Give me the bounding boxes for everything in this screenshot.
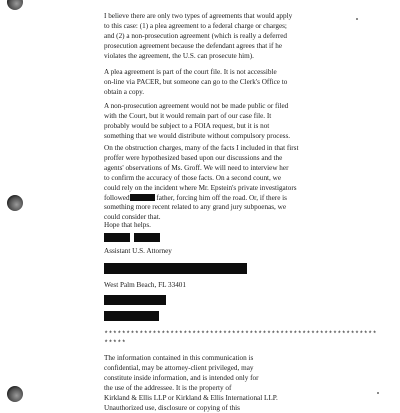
text-line: confidential, may be attorney-client privileged, may — [104, 363, 254, 372]
text-line-with-redaction — [104, 194, 336, 204]
text-line: Kirkland & Ellis LLP or Kirkland & Ellis International LLP. — [104, 393, 278, 402]
text-before-redaction: followed — [104, 193, 130, 202]
paragraph-plea-agreement — [104, 68, 336, 98]
text-line: could rely on the incident where Mr. Epstein's private investigators — [104, 183, 297, 192]
text-line: I believe there are only two types of agreements that would apply — [104, 12, 293, 20]
redaction-signature-first-name — [104, 233, 130, 242]
text-line: A plea agreement is part of the court file. It is not accessible — [104, 68, 277, 76]
divider-asterisks-continued: ***** — [104, 340, 127, 348]
redaction-bar — [130, 194, 155, 201]
divider-asterisks: ************************************************************** — [104, 331, 377, 339]
redaction-signature-last-name — [134, 233, 160, 242]
text-line: to this case: (1) a plea agreement to a federal charge or charges; — [104, 21, 287, 30]
text-line: probably would be subject to a FOIA request, but it is not — [104, 121, 270, 130]
signature-city: West Palm Beach, FL 33401 — [104, 281, 186, 289]
text-line: on-line via PACER, but someone can go to the Clerk's Office to — [104, 77, 288, 86]
binder-hole-top — [7, 0, 23, 10]
text-line: with the Court, but it would remain part of our case file. It — [104, 111, 272, 120]
scan-speck — [377, 392, 379, 394]
text-line: something that we would distribute without compulsory process. — [104, 131, 291, 140]
signature-title: Assistant U.S. Attorney — [104, 247, 172, 255]
text-line: prosecution agreement because the defendant agrees that if he — [104, 41, 283, 50]
text-line: proffer were hypothesized based upon our discussions and the — [104, 153, 283, 162]
paragraph-obstruction-charges — [104, 144, 336, 223]
redaction-phone — [104, 295, 166, 305]
paragraph-non-prosecution — [104, 102, 336, 142]
text-line: The information contained in this communication is — [104, 354, 254, 362]
text-line: agents' observations of Ms. Groff. We will need to interview her — [104, 163, 289, 172]
paragraph-agreement-types — [104, 12, 336, 62]
text-line: violates the agreement, the U.S. can prosecute him). — [104, 51, 254, 60]
text-line: could consider that. — [104, 213, 161, 222]
text-line: to confirm the accuracy of those facts. On a second count, we — [104, 173, 282, 182]
text-line: the use of the addressee. It is the property of — [104, 383, 232, 392]
text-line: Unauthorized use, disclosure or copying of this — [104, 403, 240, 412]
text-line: something more recent related to any grand jury subpoenas, we — [104, 203, 287, 212]
scan-speck — [356, 18, 358, 20]
redaction-office-address — [104, 263, 247, 274]
text-after-redaction: father, forcing him off the road. Or, if there is — [154, 193, 287, 202]
confidentiality-disclaimer — [104, 354, 336, 413]
text-line: and (2) a non-prosecution agreement (which is really a deferred — [104, 31, 288, 40]
redaction-fax — [104, 311, 159, 321]
text-line: A non-prosecution agreement would not be made public or filed — [104, 102, 289, 110]
closing-line: Hope that helps. — [104, 221, 151, 229]
binder-hole-middle — [7, 195, 23, 211]
text-line: constitute inside information, and is intended only for — [104, 373, 259, 382]
text-line: obtain a copy. — [104, 87, 145, 96]
text-line: On the obstruction charges, many of the facts I included in that first — [104, 144, 299, 152]
